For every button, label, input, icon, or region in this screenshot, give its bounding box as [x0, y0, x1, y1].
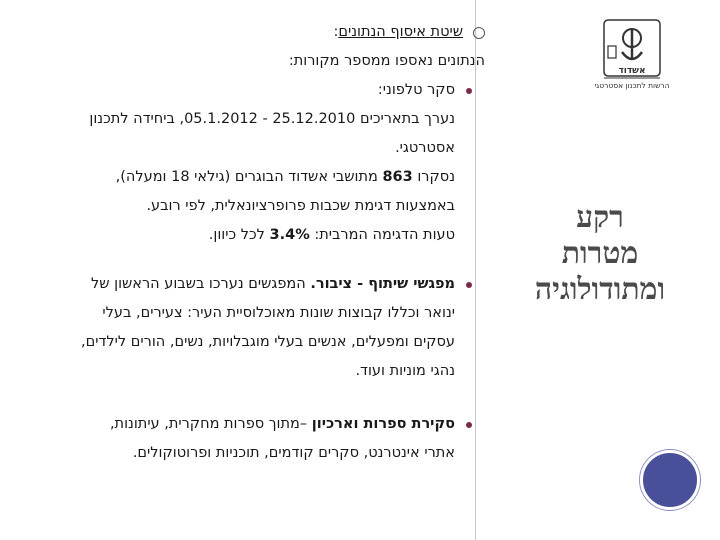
- meetings-label: מפגשי שיתוף - ציבור.: [310, 276, 455, 292]
- survey-bullet: [20, 76, 485, 105]
- meetings-line: עסקים ומפעלים, אנשים בעלי מוגבלויות, נשים, הורים לילדים,: [81, 334, 455, 350]
- literature-line: אתרי אינטרנט, סקרים קודמים, תוכניות ופרוטוקולים.: [132, 445, 455, 461]
- survey-label: סקר טלפוני:: [377, 82, 455, 98]
- municipality-logo: [586, 16, 678, 98]
- logo-emblem-icon: [586, 16, 678, 98]
- meetings-line: נהגי מוניות ועוד.: [355, 363, 455, 379]
- section-title-line: ומתודולוגיה: [534, 272, 666, 307]
- decorative-circle: [640, 450, 700, 510]
- survey-line: טעות הדגימה המרבית: 3.4% לכל כיוון.: [208, 227, 455, 243]
- meetings-line: ינואר וכללו קבוצות שונות מאוכלוסיית העיר: צעירים, בעלי: [102, 305, 455, 321]
- hollow-bullet-icon: [473, 27, 485, 39]
- survey-line: נסקרו 863 מתושבי אשדוד הבוגרים (גילאי 18 ומעלה),: [115, 169, 455, 185]
- content-body: [20, 18, 485, 468]
- svg-text:אשדוד: אשדוד: [618, 66, 646, 76]
- meetings-bullet: מפגשי שיתוף - ציבור. המפגשים נערכו בשבוע הראשון של: [20, 270, 485, 299]
- bullet-icon: [466, 88, 472, 94]
- method-heading: שיטת איסוף הנתונים:: [20, 18, 485, 47]
- section-title: [480, 200, 720, 308]
- survey-line: אסטרטגי.: [395, 140, 455, 156]
- literature-bullet: סקירת ספרות וארכיון –מתוך ספרות מחקרית, עיתונות,: [20, 410, 485, 439]
- svg-text:הרשות לתכנון אסטרטגי: הרשות לתכנון אסטרטגי: [594, 81, 670, 90]
- survey-line: באמצעות דגימת שכבות פרופרציונאלית, לפי רובע.: [146, 198, 455, 214]
- method-heading-text: שיטת איסוף הנתונים: [338, 24, 463, 40]
- bullet-icon: [466, 282, 472, 288]
- intro-text: הנתונים נאספו ממספר מקורות:: [288, 53, 485, 69]
- section-title-line: מטרות: [561, 236, 639, 271]
- bullet-icon: [466, 422, 472, 428]
- survey-line: נערך בתאריכים 25.12.2010 - 05.1.2012, ביחידה לתכנון: [89, 111, 455, 127]
- literature-label: סקירת ספרות וארכיון: [311, 416, 455, 432]
- section-title-line: רקע: [576, 200, 624, 235]
